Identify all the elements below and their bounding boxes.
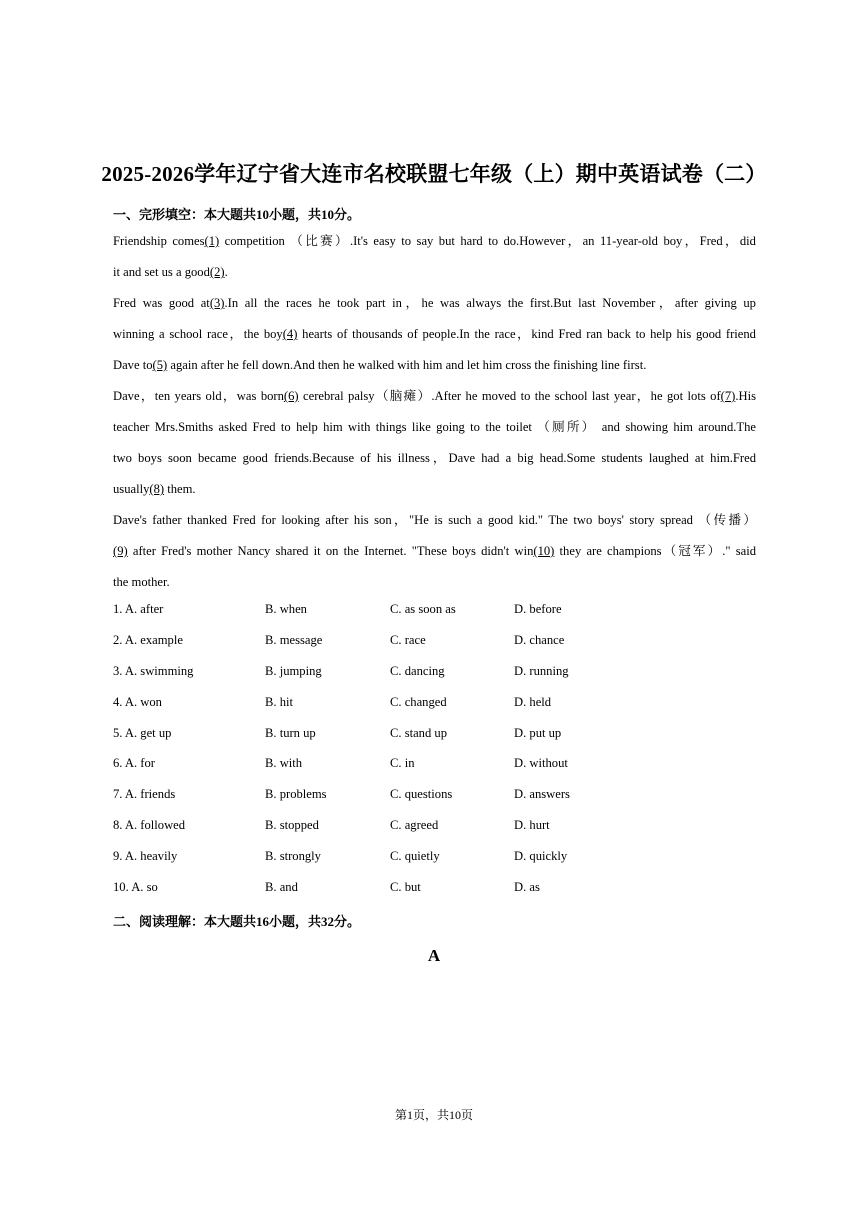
option-b: B. stopped <box>265 818 319 833</box>
blank-4: (4) <box>282 327 298 341</box>
passage-line <box>113 474 756 505</box>
option-c: C. quietly <box>390 849 440 864</box>
option-c: C. agreed <box>390 818 439 833</box>
question-row <box>113 814 673 845</box>
passage-text: again after he fell down.And then he walked with him and let him cross the finishing line first. <box>167 358 647 372</box>
passage-line: Dave's father thanked Fred for looking after his son，"He is such a good kid." The two boys' story spread （传播） <box>113 513 756 527</box>
section-heading-cloze: 一、完形填空：本大题共10小题，共10分。 <box>113 207 361 222</box>
question-row <box>113 629 673 660</box>
option-d: D. held <box>514 694 552 709</box>
blank-7: (7) <box>720 389 736 403</box>
passage-text: Dave to <box>113 358 153 372</box>
option-a: 8. A. followed <box>113 818 186 833</box>
option-a: 2. A. example <box>113 632 183 647</box>
question-row <box>113 876 673 907</box>
option-d: D. hurt <box>514 818 550 833</box>
passage-text: it and set us a good <box>113 265 210 279</box>
question-row <box>113 845 673 876</box>
blank-9: (9) <box>113 544 128 558</box>
blank-10: (10) <box>533 544 555 558</box>
option-a: 9. A. heavily <box>113 849 178 864</box>
option-b: B. hit <box>265 694 293 709</box>
passage-line <box>113 226 756 257</box>
blank-1: (1) <box>204 234 220 248</box>
blank-8: (8) <box>149 482 165 496</box>
option-b: B. strongly <box>265 849 321 864</box>
option-a: 4. A. won <box>113 694 162 709</box>
option-d: D. without <box>514 756 568 771</box>
option-a: 5. A. get up <box>113 725 172 740</box>
passage-text: competition （比赛）.It's easy to say but hard to do.However，an 11-year-old boy，Fred，did <box>219 234 756 248</box>
question-row <box>113 722 673 753</box>
option-b: B. message <box>265 632 323 647</box>
option-b: B. problems <box>265 787 327 802</box>
option-a: 1. A. after <box>113 602 164 616</box>
passage-text: them. <box>164 482 196 496</box>
passage-line: the mother. <box>113 575 170 589</box>
page-title: 2025-2026学年辽宁省大连市名校联盟七年级（上）期中英语试卷（二） <box>101 162 767 186</box>
passage-text: usually <box>113 482 150 496</box>
option-d: D. before <box>514 602 562 616</box>
question-row <box>113 783 673 814</box>
option-a: 7. A. friends <box>113 787 176 802</box>
question-row <box>113 691 673 722</box>
option-b: B. jumping <box>265 663 322 678</box>
option-c: C. as soon as <box>390 602 456 616</box>
option-c: C. but <box>390 880 421 895</box>
option-c: C. race <box>390 632 426 647</box>
option-b: B. when <box>265 602 307 616</box>
question-row <box>113 660 673 691</box>
blank-6: (6) <box>283 389 299 403</box>
question-row <box>113 598 673 629</box>
option-c: C. questions <box>390 787 453 802</box>
passage-line <box>113 319 756 350</box>
passage-text: they are champions（冠军）." said <box>554 544 756 558</box>
blank-3: (3) <box>209 296 225 310</box>
option-b: B. and <box>265 880 298 895</box>
passage-text: hearts of thousands of people.In the race，kind Fred ran back to help his good friend <box>297 327 756 341</box>
option-b: B. with <box>265 756 303 771</box>
question-row <box>113 752 673 783</box>
option-c: C. changed <box>390 694 447 709</box>
option-d: D. answers <box>514 787 570 802</box>
question-options <box>113 598 673 907</box>
passage-line <box>113 288 756 319</box>
option-a: 3. A. swimming <box>113 663 194 678</box>
passage-text: Dave，ten years old，was born <box>113 389 284 403</box>
option-d: D. quickly <box>514 849 568 864</box>
passage-line: two boys soon became good friends.Because of his illness，Dave had a big head.Some students laughed at him.Fred <box>113 451 756 465</box>
passage-line <box>113 381 756 412</box>
option-a: 6. A. for <box>113 756 155 771</box>
part-label: A <box>427 946 441 965</box>
passage-text: .In all the races he took part in，he was always the first.But last November，after giving up <box>224 296 756 310</box>
option-d: D. put up <box>514 725 562 740</box>
passage-text: . <box>224 265 228 279</box>
option-c: C. in <box>390 756 415 771</box>
passage-text: cerebral palsy（脑瘫）.After he moved to the school last year，he got lots of <box>298 389 721 403</box>
option-d: D. as <box>514 880 540 895</box>
passage-line <box>113 536 756 567</box>
passage-line: teacher Mrs.Smiths asked Fred to help him with things like going to the toilet （厕所） and showing him around.The <box>113 420 756 434</box>
page-footer: 第1页，共10页 <box>394 1108 473 1122</box>
passage-text: Fred was good at <box>113 296 210 310</box>
option-a: 10. A. so <box>113 880 158 895</box>
option-c: C. stand up <box>390 725 448 740</box>
passage-text: after Fred's mother Nancy shared it on the Internet. "These boys didn't win <box>127 544 534 558</box>
blank-5: (5) <box>152 358 168 372</box>
passage-line <box>113 350 756 381</box>
option-c: C. dancing <box>390 663 445 678</box>
passage-text: Friendship comes <box>113 234 205 248</box>
section-heading-reading: 二、阅读理解：本大题共16小题，共32分。 <box>113 914 361 929</box>
option-b: B. turn up <box>265 725 316 740</box>
option-d: D. chance <box>514 632 565 647</box>
passage-text: .His <box>735 389 756 403</box>
passage-line <box>113 257 756 288</box>
passage-text: winning a school race，the boy <box>113 327 283 341</box>
cloze-passage <box>113 226 756 598</box>
blank-2: (2) <box>209 265 225 279</box>
option-d: D. running <box>514 663 569 678</box>
